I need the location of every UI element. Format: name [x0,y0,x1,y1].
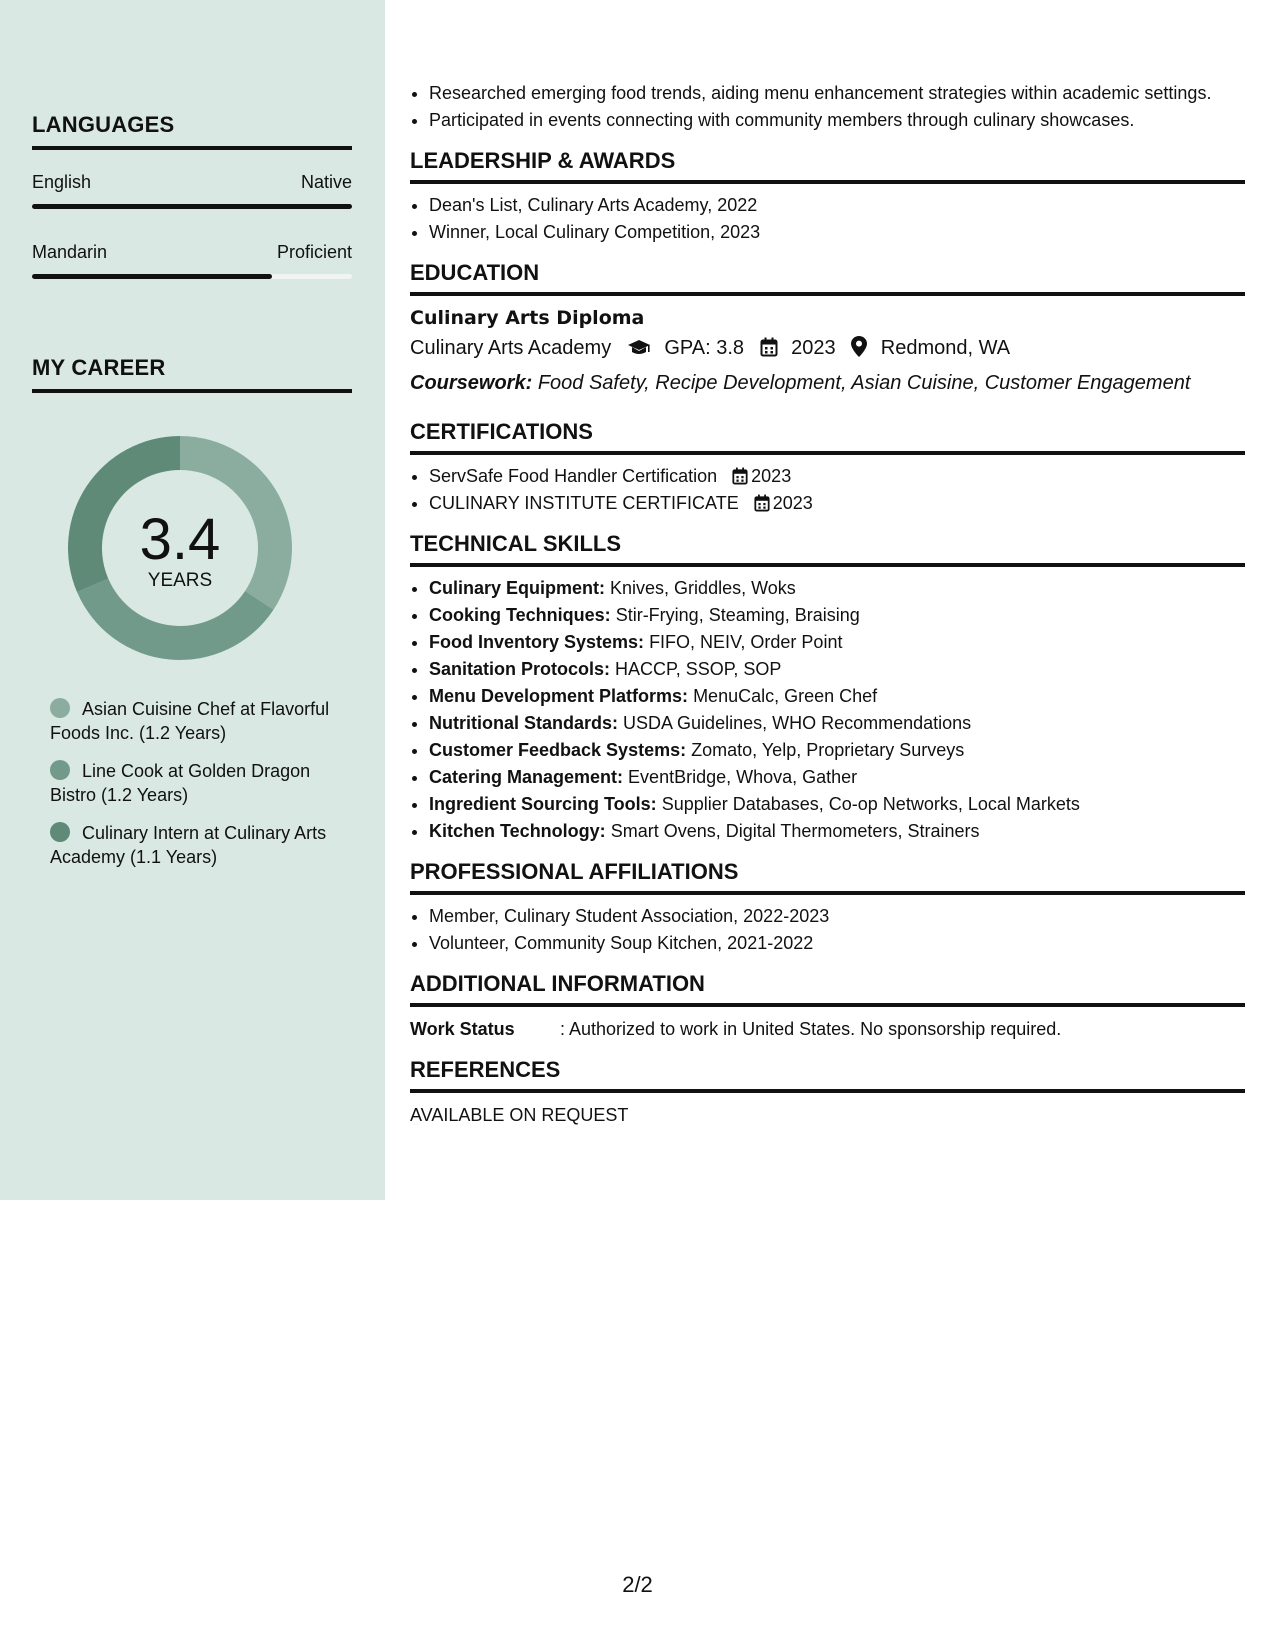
skill-values: FIFO, NEIV, Order Point [649,632,843,652]
skill-values: USDA Guidelines, WHO Recommendations [623,713,972,733]
cert-date [754,493,813,513]
languages-section [32,112,352,150]
graduation-cap-icon [627,335,651,367]
list-item [429,656,1245,683]
skill-category: Food Inventory Systems: [429,632,645,652]
list-item [429,737,1245,764]
school-location: Redmond, WA [880,337,1011,359]
skill-values: Stir-Frying, Steaming, Braising [615,605,860,625]
cert-name: ServSafe Food Handler Certification [429,466,718,486]
gpa-text: GPA: 3.8 [664,337,744,359]
certifications-list [410,463,1245,517]
list-item: • Researched emerging food trends, aiding menu enhancement strategies within academic settings. [429,80,1245,107]
awards-list [410,192,1245,246]
career-legend-item [50,759,340,807]
section-heading: REFERENCES [410,1057,1245,1093]
affiliations-section [410,859,1245,957]
section-heading: CERTIFICATIONS [410,419,1245,455]
career-donut-chart [66,434,294,662]
cert-year: 2023 [751,466,792,486]
career-legend-item [50,697,340,745]
degree-title: Culinary Arts Diploma [410,307,645,329]
cert-date [732,466,791,486]
list-item [429,575,1245,602]
location-pin-icon [851,335,867,367]
experience-bullets [410,80,1245,134]
list-item [429,710,1245,737]
language-level: Native [300,172,352,192]
skill-values: Zomato, Yelp, Proprietary Surveys [691,740,965,760]
references-text: AVAILABLE ON REQUEST [410,1105,629,1125]
career-legend-label: Line Cook at Golden Dragon Bistro (1.2 Years) [50,761,311,805]
skill-values: Knives, Griddles, Woks [610,578,796,598]
legend-dot-icon [50,822,70,842]
career-legend-label: Culinary Intern at Culinary Arts Academy (1.1 Years) [50,823,327,867]
skill-values: MenuCalc, Green Chef [693,686,878,706]
list-item: • Volunteer, Community Soup Kitchen, 2021-2022 [429,930,1245,957]
career-legend-item [50,821,340,869]
career-section [32,355,352,393]
list-item [429,602,1245,629]
career-total-unit: YEARS [147,570,213,591]
skill-category: Nutritional Standards: [429,713,619,733]
list-item [429,490,1245,517]
career-total-years: 3.4 [139,507,221,572]
certifications-section [410,419,1245,517]
work-status-label: Work Status [410,1019,515,1039]
list-item: • Dean's List, Culinary Arts Academy, 2022 [429,192,1245,219]
main-content [410,80,1245,1129]
work-status-value: : Authorized to work in United States. No sponsorship required. [560,1019,1062,1039]
education-meta [410,332,1245,367]
languages-heading: LANGUAGES [32,112,352,150]
page-number: 2/2 [622,1572,653,1597]
graduation-year: 2023 [791,337,836,359]
list-item [429,764,1245,791]
skill-values: Smart Ovens, Digital Thermometers, Strainers [610,821,980,841]
coursework-line [410,367,1245,399]
skill-category: Ingredient Sourcing Tools: [429,794,657,814]
affiliations-list [410,903,1245,957]
section-heading: EDUCATION [410,260,1245,296]
list-item [429,629,1245,656]
additional-info-section [410,971,1245,1043]
legend-dot-icon [50,698,70,718]
skill-values: EventBridge, Whova, Gather [628,767,858,787]
skill-values: HACCP, SSOP, SOP [615,659,782,679]
awards-section [410,148,1245,246]
career-heading: MY CAREER [32,355,352,393]
calendar-icon [754,494,770,512]
career-legend [50,697,340,883]
skill-category: Kitchen Technology: [429,821,606,841]
skill-category: Catering Management: [429,767,624,787]
list-item [429,683,1245,710]
list-item: • Winner, Local Culinary Competition, 2023 [429,219,1245,246]
calendar-icon [760,335,778,367]
list-item [429,463,1245,490]
list-item: • Participated in events connecting with community members through culinary showcases. [429,107,1245,134]
skill-category: Customer Feedback Systems: [429,740,687,760]
section-heading: TECHNICAL SKILLS [410,531,1245,567]
skill-category: Sanitation Protocols: [429,659,611,679]
skill-values: Supplier Databases, Co-op Networks, Local Markets [661,794,1080,814]
skills-list [410,575,1245,845]
skill-category: Menu Development Platforms: [429,686,689,706]
section-heading: PROFESSIONAL AFFILIATIONS [410,859,1245,895]
language-name: English [32,172,92,192]
coursework-label: Coursework: [410,372,533,394]
coursework-text: Food Safety, Recipe Development, Asian Cuisine, Customer Engagement [537,372,1191,394]
education-section [410,260,1245,399]
section-heading: ADDITIONAL INFORMATION [410,971,1245,1007]
cert-name: CULINARY INSTITUTE CERTIFICATE [429,493,739,513]
language-proficiency-bar [32,274,352,279]
career-legend-label: Asian Cuisine Chef at Flavorful Foods Inc. (1.2 Years) [50,699,330,743]
list-item [429,791,1245,818]
technical-skills-section [410,531,1245,845]
education-entry [410,304,1245,399]
language-proficiency-bar [32,204,352,209]
sidebar [0,0,385,1200]
donut-center [66,434,294,662]
skill-category: Cooking Techniques: [429,605,611,625]
language-proficiency-fill [32,204,352,209]
legend-dot-icon [50,760,70,780]
language-proficiency-fill [32,274,272,279]
list-item [429,818,1245,845]
language-name: Mandarin [32,242,108,262]
school-name: Culinary Arts Academy [410,337,612,359]
calendar-icon [732,467,748,485]
skill-category: Culinary Equipment: [429,578,606,598]
section-heading: LEADERSHIP & AWARDS [410,148,1245,184]
language-level: Proficient [276,242,352,262]
references-section [410,1057,1245,1129]
list-item: • Member, Culinary Student Association, 2022-2023 [429,903,1245,930]
work-status-row [410,1015,1245,1043]
cert-year: 2023 [772,493,813,513]
